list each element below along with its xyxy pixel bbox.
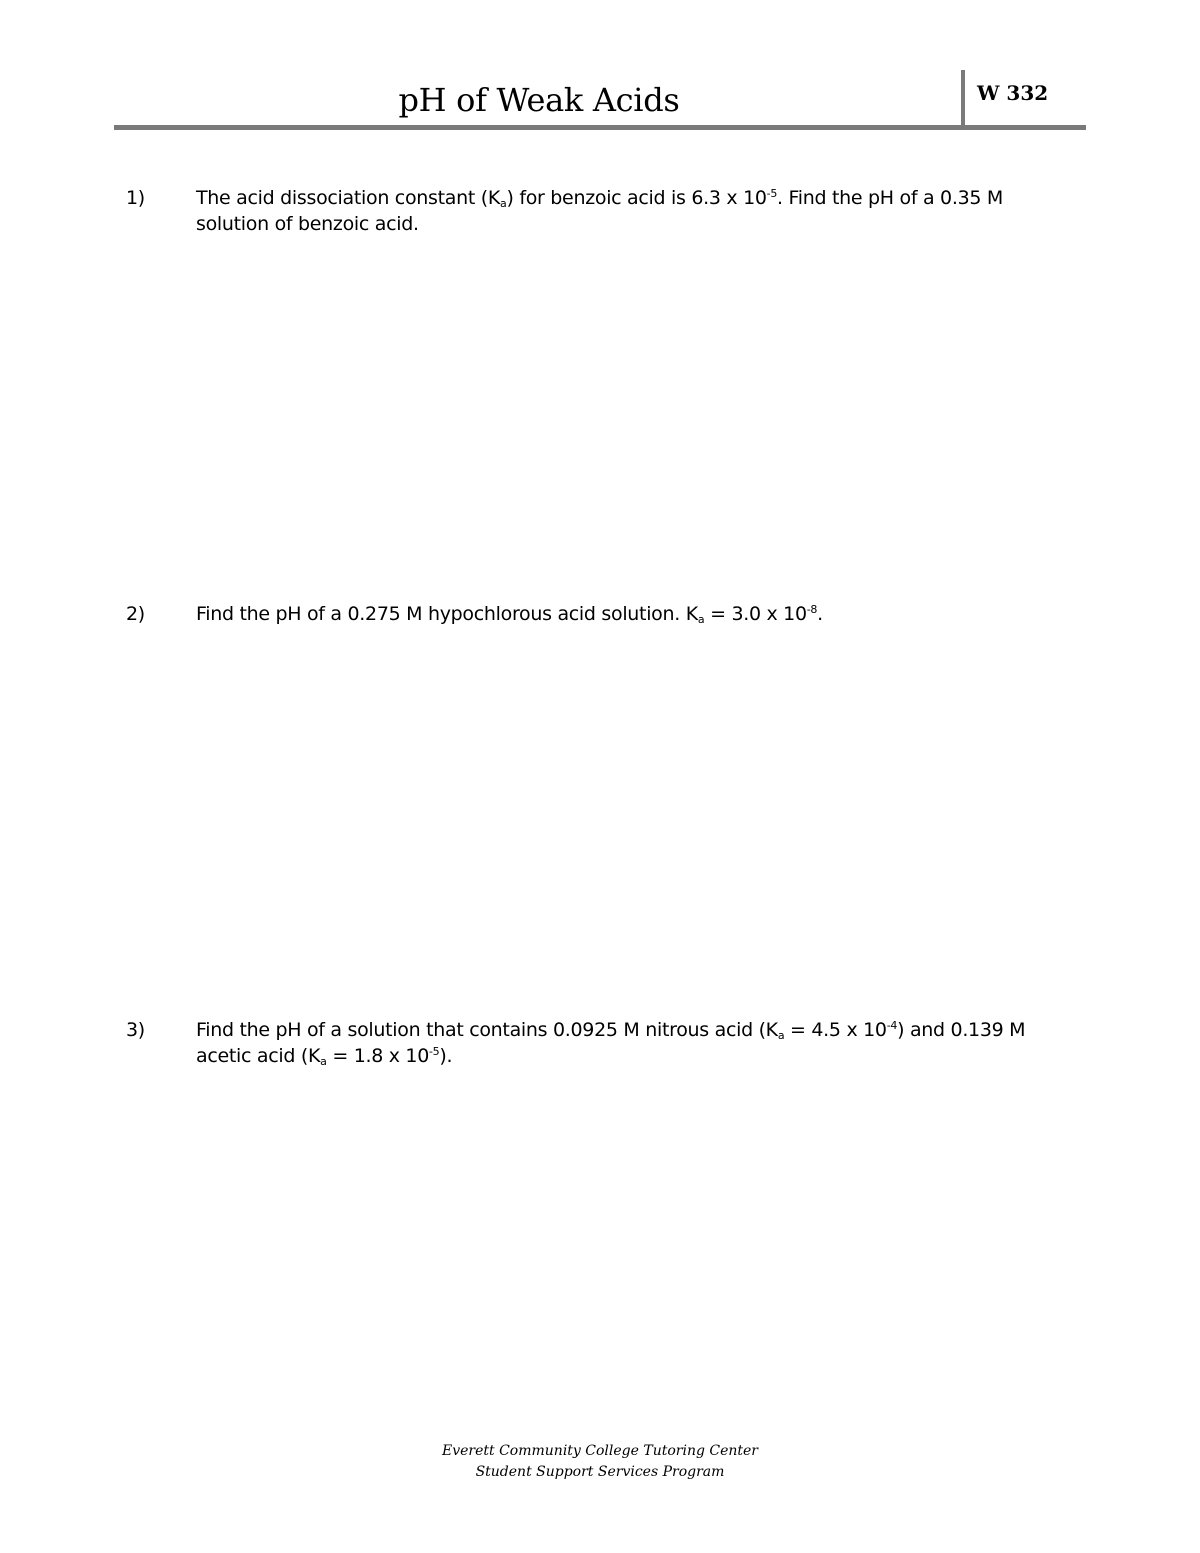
question-1-number: 1) (126, 187, 145, 209)
footer (0, 1441, 1200, 1483)
question-3-text: Find the pH of a solution that contains 0.0925 M nitrous acid ($K_a = 4.5$ x $10^{-4}$) and 0.139 M acetic acid ($K_a = 1.8$ x $10^{-5}$). (196, 1019, 1026, 1068)
question-1-text: The acid dissociation constant $(K_a)$ for benzoic acid is 6.3 x $10^{-5}$. Find the pH of a 0.35 M solution of benzoic acid. (196, 187, 1003, 235)
question-2-text: Find the pH of a 0.275 M hypochlorous acid solution. $K_a = 3.0$ x $10^{-8}$. (196, 603, 823, 626)
header-rule (114, 125, 1086, 130)
header-vertical-divider (961, 70, 965, 128)
question-2-number: 2) (126, 603, 145, 625)
question-3-number: 3) (126, 1019, 145, 1041)
footer-line-2: Student Support Services Program (475, 1464, 725, 1480)
worksheet-code: W 332 (977, 81, 1049, 105)
footer-line-1: Everett Community College Tutoring Center (442, 1443, 758, 1459)
page-title: pH of Weak Acids (398, 81, 680, 119)
